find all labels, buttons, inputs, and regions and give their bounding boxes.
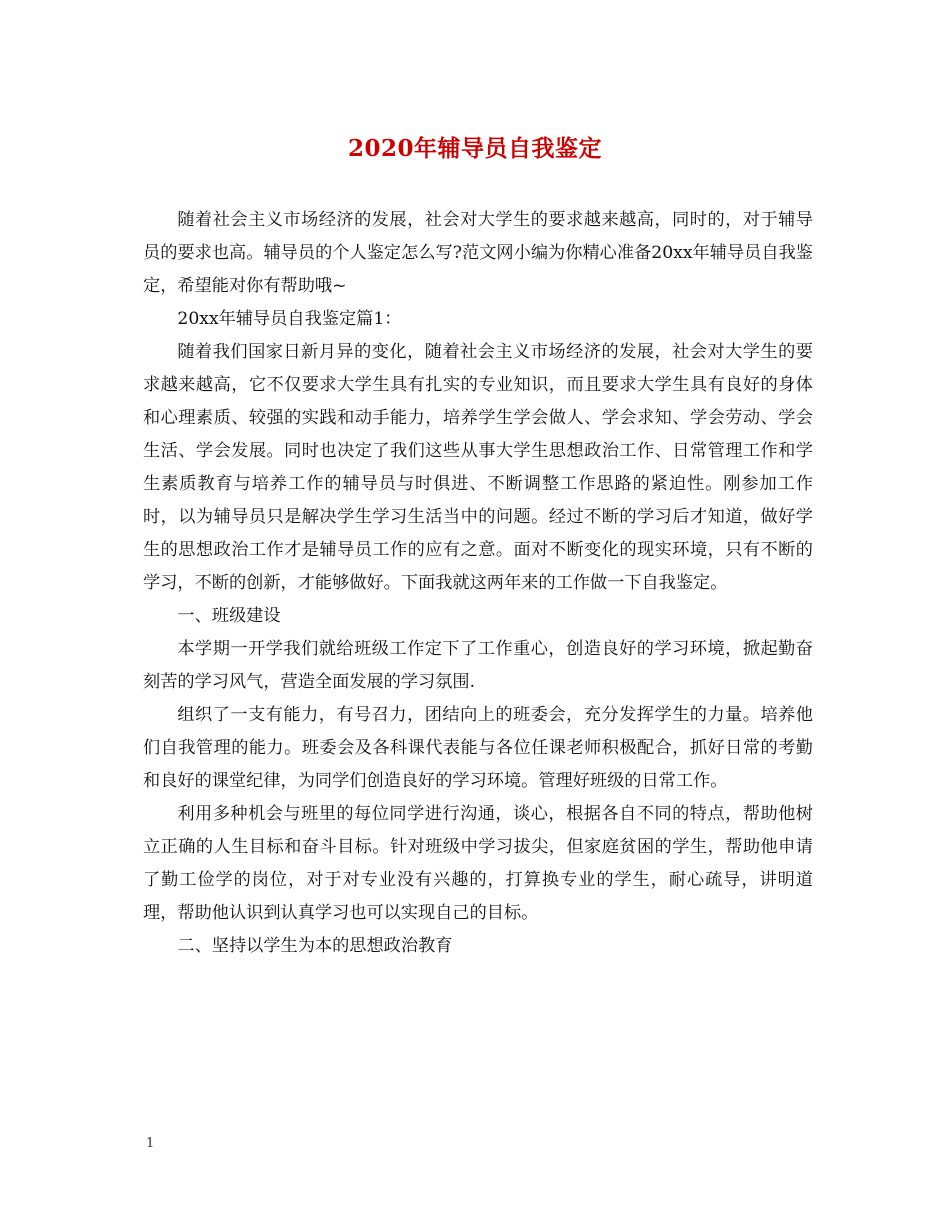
- body-paragraph: 利用多种机会与班里的每位同学进行沟通，谈心，根据各自不同的特点，帮助他树立正确的人生目标和奋斗目标。针对班级中学习拔尖，但家庭贫困的学生，帮助他申请了勤工俭学的岗位，对于对专业没有兴趣的，打算换专业的学生，耐心疏导，讲明道理，帮助他认识到认真学习也可以实现自己的目标。: [143, 804, 813, 923]
- body-paragraph: 组织了一支有能力，有号召力，团结向上的班委会，充分发挥学生的力量。培养他们自我管理的能力。班委会及各科课代表能与各位任课老师积极配合，抓好日常的考勤和良好的课堂纪律，为同学们创造良好的学习环境。管理好班级的日常工作。: [143, 705, 813, 791]
- document-body: [143, 204, 813, 963]
- intro-paragraph: 随着社会主义市场经济的发展，社会对大学生的要求越来越高，同时的，对于辅导员的要求也高。辅导员的个人鉴定怎么写?范文网小编为你精心准备20xx年辅导员自我鉴定，希望能对你有帮助哦~: [143, 210, 813, 296]
- document-title: 2020年辅导员自我鉴定: [347, 135, 602, 162]
- body-paragraph: 随着我们国家日新月异的变化，随着社会主义市场经济的发展，社会对大学生的要求越来越高，它不仅要求大学生具有扎实的专业知识，而且要求大学生具有良好的身体和心理素质、较强的实践和动手能力，培养学生学会做人、学会求知、学会劳动、学会生活、学会发展。同时也决定了我们这些从事大学生思想政治工作、日常管理工作和学生素质教育与培养工作的辅导员与时俱进、不断调整工作思路的紧迫性。刚参加工作时，以为辅导员只是解决学生学习生活当中的问题。经过不断的学习后才知道，做好学生的思想政治工作才是辅导员工作的应有之意。面对不断变化的现实环境，只有不断的学习，不断的创新，才能够做好。下面我就这两年来的工作做一下自我鉴定。: [143, 342, 813, 593]
- section-heading-class-building: 一、班级建设: [177, 606, 281, 626]
- page-number: 1: [146, 1136, 155, 1151]
- body-paragraph: 本学期一开学我们就给班级工作定下了工作重心，创造良好的学习环境，掀起勤奋刻苦的学习风气，营造全面发展的学习氛围.: [143, 639, 813, 692]
- section-heading-student-centered: 二、坚持以学生为本的思想政治教育: [177, 936, 453, 956]
- section-heading-part1: 20xx年辅导员自我鉴定篇1：: [177, 309, 402, 329]
